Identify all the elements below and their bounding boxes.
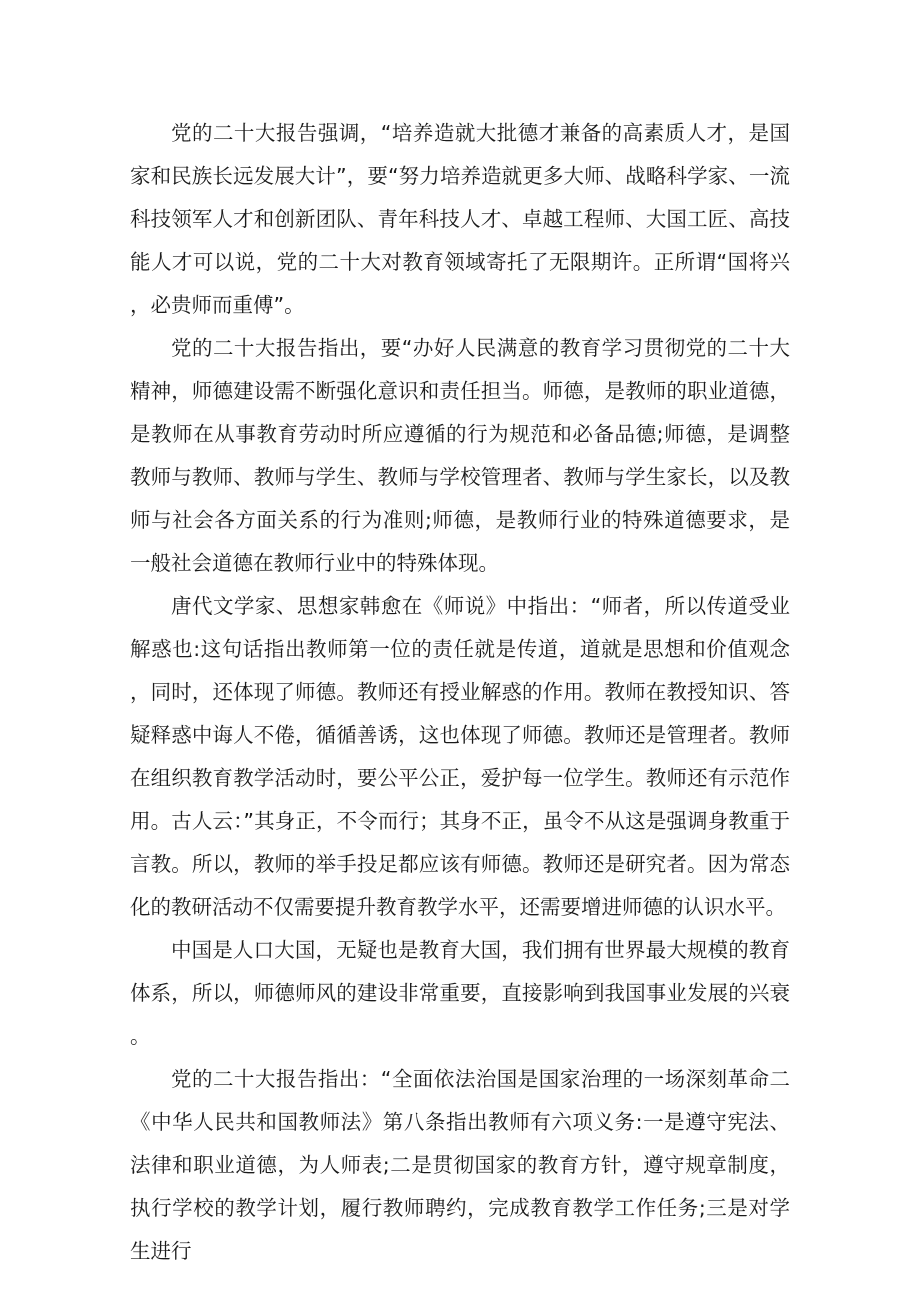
paragraph-4: 中国是人口大国，无疑也是教育大国，我们拥有世界最大规模的教育体系，所以，师德师风的建设非常重要，直接影响到我国事业发展的兴衰。 [130,938,790,1048]
paragraph-2: 党的二十大报告指出，要“办好人民满意的教育学习贯彻党的二十大精神，师德建设需不断强化意识和责任担当。师德，是教师的职业道德，是教师在从事教育劳动时所应遵循的行为规范和必备品德;师德，是调整教师与教师、教师与学生、教师与学校管理者、教师与学生家长，以及教师与社会各方面关系的行为准则;师德，是教师行业的特殊道德要求，是一般社会道德在教师行业中的特殊体现。 [130,336,790,575]
paragraph-1: 党的二十大报告强调，“培养造就大批德才兼备的高素质人才，是国家和民族长远发展大计”，要“努力培养造就更多大师、战略科学家、一流科技领军人才和创新团队、青年科技人才、卓越工程师、大国工匠、高技能人才可以说，党的二十大对教育领域寄托了无限期许。正所谓“国将兴，必贵师而重傅”。 [130,121,790,317]
paragraph-3: 唐代文学家、思想家韩愈在《师说》中指出：“师者，所以传道受业解惑也:这句话指出教师第一位的责任就是传道，道就是思想和价值观念，同时，还体现了师德。教师还有授业解惑的作用。教师在教授知识、答疑释惑中诲人不倦，循循善诱，这也体现了师德。教师还是管理者。教师在组织教育教学活动时，要公平公正，爱护每一位学生。教师还有示范作用。古人云：”其身正，不令而行；其身不正，虽令不从这是强调身教重于言教。所以，教师的举手投足都应该有师德。教师还是研究者。因为常态化的教研活动不仅需要提升教育教学水平，还需要增进师德的认识水平。 [130,594,790,919]
document-body [130,112,790,1273]
paragraph-5: 党的二十大报告指出：“全面依法治国是国家治理的一场深刻革命二《中华人民共和国教师法》第八条指出教师有六项义务:一是遵守宪法、法律和职业道德，为人师表;二是贯彻国家的教育方针，遵守规章制度，执行学校的教学计划，履行教师聘约，完成教育教学工作任务;三是对学生进行 [130,1067,790,1263]
